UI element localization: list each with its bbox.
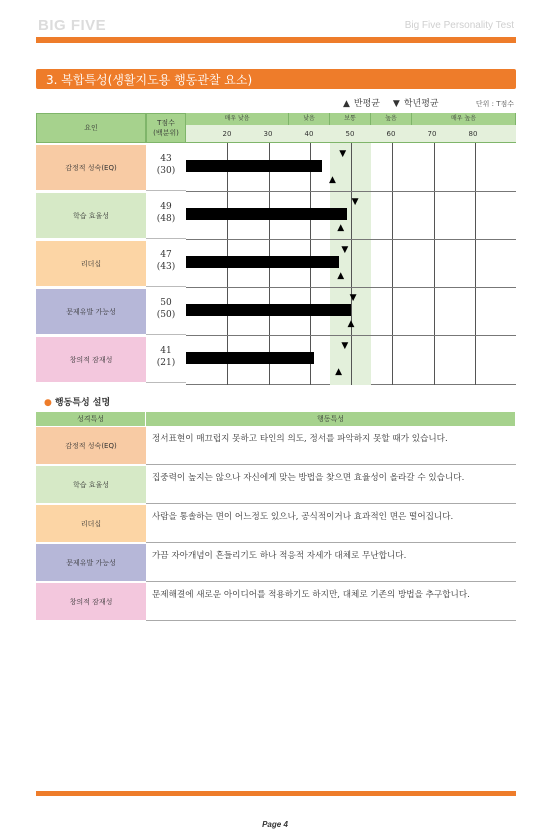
trait-column-header: 성격특성 [36,412,146,426]
percentile-value: (48) [156,214,176,224]
scale-high: 높음 [371,113,412,125]
class-avg-marker: ▲ [337,271,345,281]
tscore-bar [186,256,339,268]
score-cell [146,191,186,239]
factor-learning-label: 학습 효율성 [36,193,146,239]
desc-learning-label: 학습 효율성 [36,466,146,504]
desc-leadership-label: 리더십 [36,505,146,543]
description-section-title [44,395,110,408]
scale-ticks [186,125,516,143]
tick-label: 40 [304,130,314,138]
tscore-header-label: T점수 [157,119,175,127]
row-separator [186,335,516,336]
brand-title: BIG FIVE [38,17,107,34]
row-separator [186,239,516,240]
section-title: 3. 복합특성(생활지도용 행동관찰 요소) [36,69,516,89]
desc-learning-text: 집중력이 높지는 않으나 자신에게 맞는 방법을 찾으면 효율성이 올라갈 수 있습니다. [146,465,516,504]
tscore-value: 49 [160,202,172,212]
tscore-bar [186,304,351,316]
desc-creativity-text: 문제해결에 새로운 아이디어를 적용하기도 하지만, 대체로 기존의 방법을 추구합니다. [146,582,516,621]
percentile-value: (21) [156,358,176,368]
test-name: Big Five Personality Test [404,20,514,31]
footer-divider [36,791,516,796]
score-cell [146,143,186,191]
tscore-header [146,113,186,143]
desc-eq-text: 정서표현이 매끄럽지 못하고 타인의 의도, 정서를 파악하지 못할 때가 있습니다. [146,426,516,465]
score-cell [146,287,186,335]
tscore-bar-chart [186,143,516,385]
scale-average: 보통 [330,113,371,125]
percentile-value: (50) [156,310,176,320]
factor-header: 요인 [36,113,146,143]
tscore-bar [186,352,314,364]
grade-avg-down-triangle-icon: ▼ [392,99,400,109]
row-separator [186,191,516,192]
description-title-text: 행동특성 설명 [54,398,111,408]
chart-legend [343,96,443,109]
grid-line [392,143,393,385]
scale-labels [186,113,516,125]
grid-line [475,143,476,385]
class-avg-marker: ▲ [335,367,343,377]
tscore-bar [186,208,347,220]
tscore-value: 41 [160,346,172,356]
class-avg-marker: ▲ [347,319,355,329]
grade-avg-marker: ▼ [341,245,349,255]
row-separator [186,287,516,288]
tick-label: 70 [427,130,437,138]
percentile-header-label: (백분위) [153,129,179,137]
scale-very-high: 매우 높음 [412,113,516,125]
tick-label: 80 [468,130,478,138]
grid-line [351,143,352,385]
desc-problem-text: 가끔 자아개념이 흔들리기도 하나 적응적 자세가 대체로 무난합니다. [146,543,516,582]
factor-leadership-label: 리더십 [36,241,146,287]
unit-label: 단위 : T점수 [475,100,514,108]
bullet-dot-icon: ● [44,398,52,408]
grade-avg-marker: ▼ [341,341,349,351]
grade-avg-marker: ▼ [351,197,359,207]
score-cell [146,239,186,287]
class-avg-up-triangle-icon: ▲ [343,99,350,109]
tscore-value: 43 [160,154,172,164]
percentile-value: (43) [156,262,176,272]
desc-eq-label: 감정적 성숙(EQ) [36,427,146,465]
grid-line [434,143,435,385]
tscore-value: 50 [160,298,172,308]
factor-eq-label: 감정적 성숙(EQ) [36,145,146,191]
factor-problem-label: 문제유발 가능성 [36,289,146,335]
desc-creativity-label: 창의적 잠재성 [36,583,146,621]
behavior-column-header: 행동특성 [146,412,516,426]
header-divider [36,37,516,43]
score-cell [146,335,186,383]
scale-very-low: 매우 낮음 [186,113,289,125]
class-avg-label: 반평균 [353,99,381,109]
factor-creativity-label: 창의적 잠재성 [36,337,146,383]
desc-leadership-text: 사람을 통솔하는 면이 어느정도 있으나, 공식적이거나 효과적인 면은 떨어집니다. [146,504,516,543]
tscore-bar [186,160,322,172]
tick-label: 50 [345,130,355,138]
class-avg-marker: ▲ [328,175,336,185]
grade-avg-label: 학년평균 [403,99,439,109]
tick-label: 60 [386,130,396,138]
tscore-value: 47 [160,250,172,260]
page-number: Page 4 [262,820,288,829]
tick-label: 30 [263,130,273,138]
desc-problem-label: 문제유발 가능성 [36,544,146,582]
class-avg-marker: ▲ [337,223,345,233]
percentile-value: (30) [156,166,176,176]
grade-avg-marker: ▼ [349,293,357,303]
tick-label: 20 [222,130,232,138]
grade-avg-marker: ▼ [339,149,347,159]
scale-low: 낮음 [289,113,330,125]
